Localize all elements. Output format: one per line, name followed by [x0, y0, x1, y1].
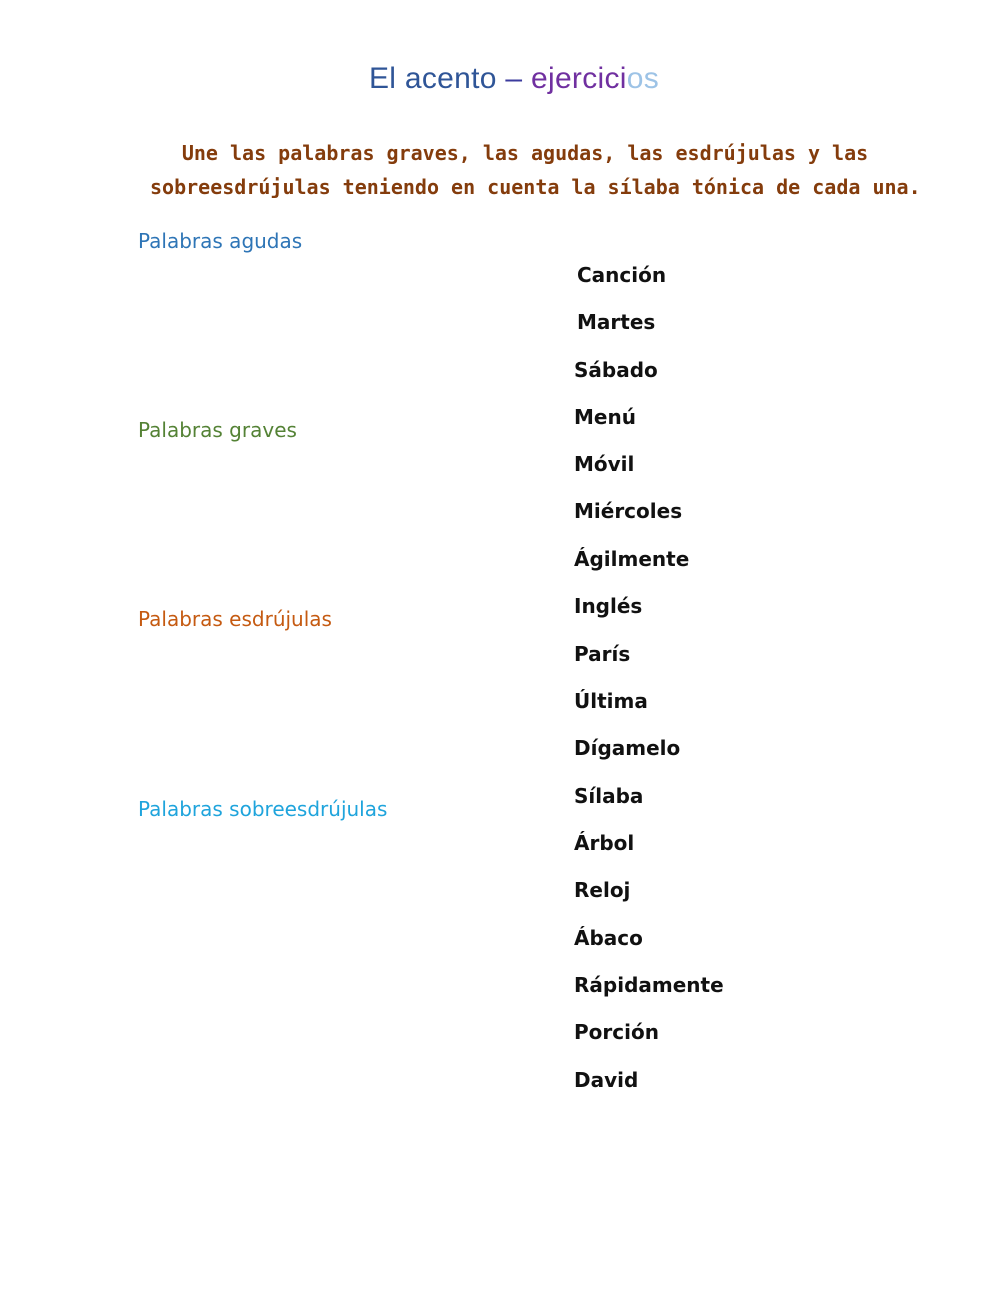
- word-item[interactable]: Inglés: [574, 594, 643, 618]
- word-item[interactable]: Sábado: [574, 358, 658, 382]
- title-dash: –: [496, 62, 531, 95]
- word-item[interactable]: David: [574, 1068, 639, 1092]
- category-sobreesdrujulas[interactable]: Palabras sobreesdrújulas: [138, 797, 388, 821]
- word-item[interactable]: Ábaco: [574, 926, 643, 950]
- word-item[interactable]: Reloj: [574, 878, 631, 902]
- instruction-line-2: sobreesdrújulas teniendo en cuenta la sílaba tónica de cada una.: [150, 175, 921, 199]
- title-part-2: ejercici: [531, 62, 627, 95]
- category-agudas[interactable]: Palabras agudas: [138, 229, 303, 253]
- title-part-3: os: [626, 62, 660, 95]
- word-item[interactable]: Dígamelo: [574, 736, 681, 760]
- word-item[interactable]: Árbol: [574, 831, 635, 855]
- word-item[interactable]: Sílaba: [574, 784, 644, 808]
- word-item[interactable]: Martes: [577, 310, 656, 334]
- instruction-line-1: Une las palabras graves, las agudas, las esdrújulas y las: [181, 141, 869, 165]
- word-item[interactable]: Canción: [577, 263, 667, 287]
- word-item[interactable]: Rápidamente: [574, 973, 724, 997]
- page-title: [0, 62, 1000, 96]
- title-part-1: El acento: [368, 62, 497, 95]
- word-item[interactable]: París: [574, 642, 631, 666]
- word-item[interactable]: Porción: [574, 1020, 659, 1044]
- word-item[interactable]: Menú: [574, 405, 636, 429]
- category-graves[interactable]: Palabras graves: [138, 418, 297, 442]
- category-esdrujulas[interactable]: Palabras esdrújulas: [138, 607, 332, 631]
- word-item[interactable]: Ágilmente: [574, 547, 690, 571]
- word-item[interactable]: Última: [574, 689, 648, 713]
- word-item[interactable]: Móvil: [574, 452, 635, 476]
- word-item[interactable]: Miércoles: [574, 499, 683, 523]
